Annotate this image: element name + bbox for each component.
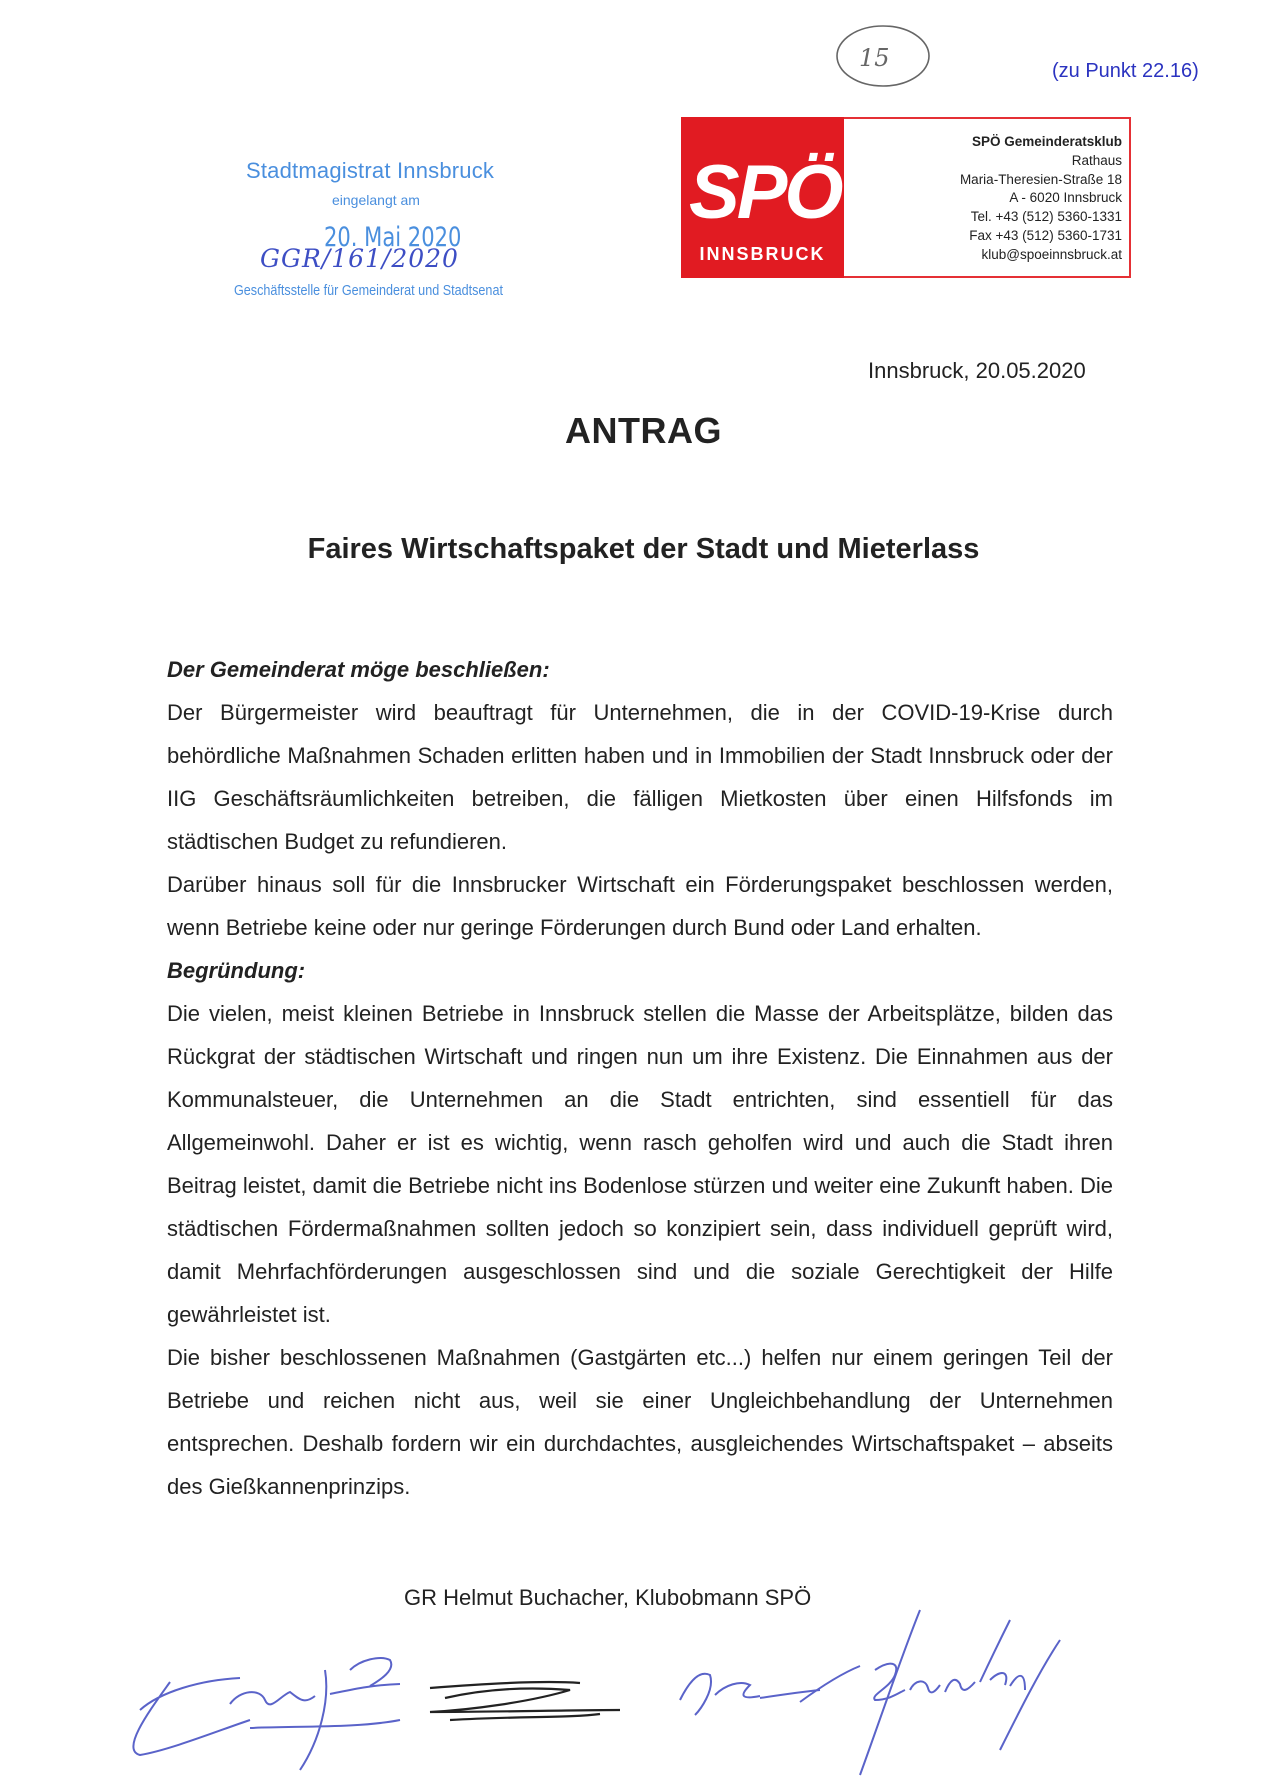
handwritten-circle-number — [833, 22, 933, 88]
contact-tel: Tel. +43 (512) 5360-1331 — [970, 209, 1122, 225]
reason-heading: Begründung: — [167, 958, 306, 983]
handwritten-number: 15 — [859, 44, 890, 72]
letterhead-box — [681, 117, 1131, 278]
stamp-received-label: eingelangt am — [332, 192, 420, 208]
contact-fax: Fax +43 (512) 5360-1731 — [969, 227, 1122, 243]
place-date: Innsbruck, 20.05.2020 — [868, 358, 1086, 383]
document-type-title: ANTRAG — [565, 410, 722, 451]
contact-city: A - 6020 Innsbruck — [1009, 190, 1122, 206]
document-subject: Faires Wirtschaftspaket der Stadt und Mieterlass — [307, 533, 980, 565]
signature-4 — [860, 1610, 1060, 1775]
contact-building: Rathaus — [1071, 152, 1122, 168]
signatures — [100, 1600, 1180, 1785]
signature-3 — [680, 1666, 860, 1715]
contact-block — [960, 133, 1122, 265]
contact-org: SPÖ Gemeinderatsklub — [971, 134, 1122, 149]
reason-paragraph-1: Die vielen, meist kleinen Betriebe in Innsbruck stellen die Masse der Arbeitsplätze, bilden das Rückgrat der städtischen Wirtschaft und ringen nun um ihre Existenz. Die Einnahmen aus der Kommunalsteuer, die Unternehmen an die Stadt entrichten, sind essentiell für das Allgemeinwohl. Daher er ist es wichtig, wenn rasch geholfen wird und auch die Stadt ihren Beitrag leistet, damit die Betriebe nicht ins Bodenlose stürzen und weiter eine Zukunft haben. Die städtischen Fördermaßnahmen sollten jedoch so konzipiert sein, dass individuell geprüft wird, damit Mehrfachförderungen ausgeschlossen sind und die soziale Gerechtigkeit der Hilfe gewährleistet ist. — [167, 1001, 1113, 1327]
logo-city: INNSBRUCK — [699, 244, 826, 264]
stamp-handwritten-ref: GGR/161/2020 — [260, 244, 459, 273]
stamp-office: Stadtmagistrat Innsbruck — [246, 158, 495, 183]
document-body — [167, 648, 1113, 1508]
resolution-heading: Der Gemeinderat möge beschließen: — [167, 657, 550, 682]
resolution-paragraph-2: Darüber hinaus soll für die Innsbrucker Wirtschaft ein Förderungspaket beschlossen werden, wenn Betriebe keine oder nur geringe Förderungen durch Bund oder Land erhalten. — [167, 872, 1113, 940]
receipt-stamp — [236, 158, 536, 308]
contact-email: klub@spoeinnsbruck.at — [981, 246, 1122, 262]
signature-1 — [133, 1658, 400, 1770]
spo-logo — [681, 117, 844, 278]
contact-street: Maria-Theresien-Straße 18 — [959, 171, 1122, 187]
reason-paragraph-2: Die bisher beschlossenen Maßnahmen (Gastgärten etc...) helfen nur einem geringen Teil der Betriebe und reichen nicht aus, weil sie einer Ungleichbehandlung der Unternehmen entsprechen. Deshalb fordern wir ein durchdachtes, ausgleichendes Wirtschaftspaket – abseits des Gießkannenprinzips. — [167, 1345, 1113, 1499]
resolution-paragraph-1: Der Bürgermeister wird beauftragt für Unternehmen, die in der COVID-19-Krise durch behördliche Maßnahmen Schaden erlitten haben und in Immobilien der Stadt Innsbruck oder der IIG Geschäftsräumlichkeiten betreiben, die fälligen Mietkosten über einen Hilfsfonds im städtischen Budget zu refundieren. — [167, 700, 1113, 854]
stamp-date: 20. Mai 2020 — [324, 222, 462, 253]
stamp-department: Geschäftsstelle für Gemeinderat und Stadtsenat — [234, 282, 503, 299]
agenda-reference: (zu Punkt 22.16) — [1052, 60, 1199, 82]
logo-brand: SPÖ — [689, 150, 841, 235]
signature-2 — [430, 1682, 620, 1720]
signer-line: GR Helmut Buchacher, Klubobmann SPÖ — [404, 1585, 812, 1610]
